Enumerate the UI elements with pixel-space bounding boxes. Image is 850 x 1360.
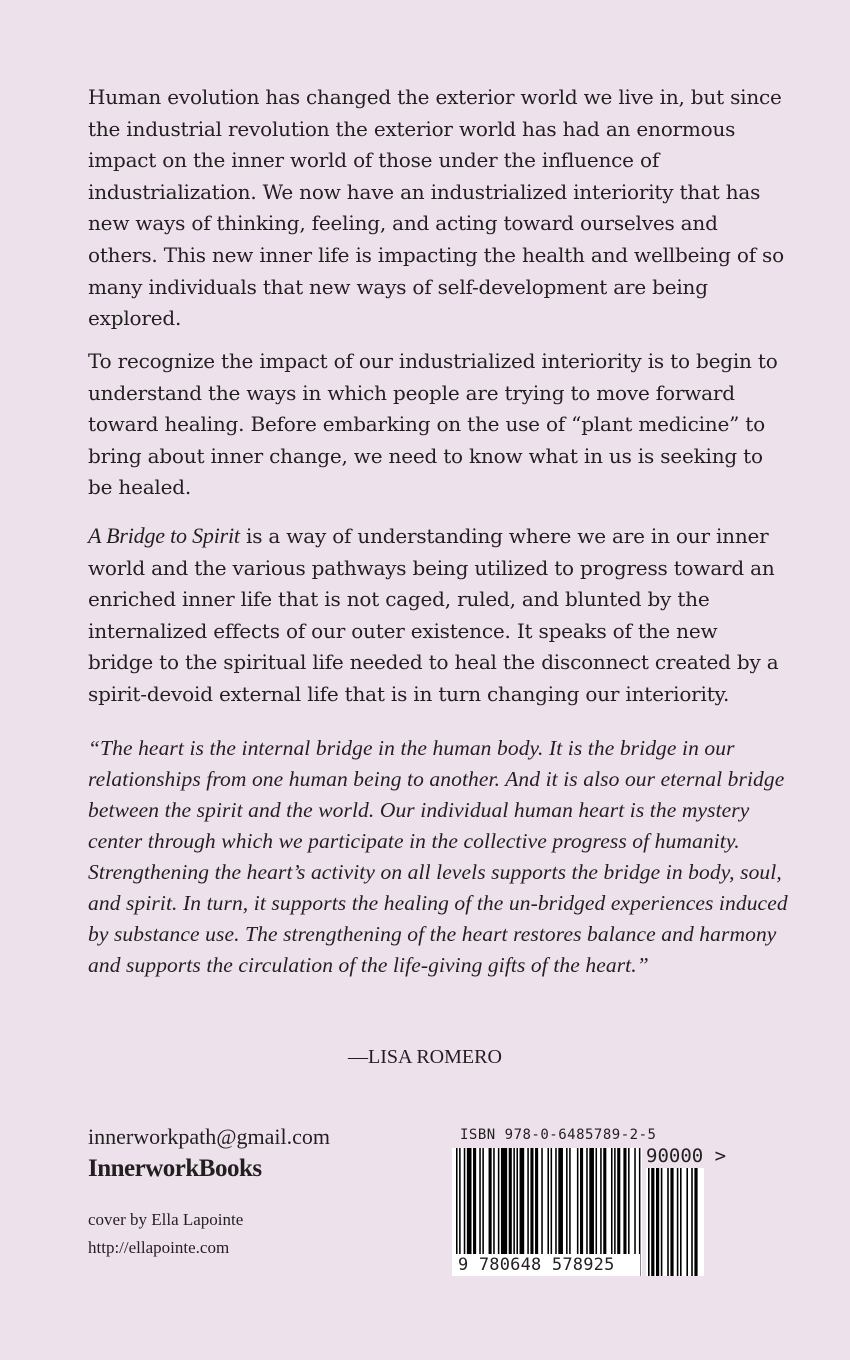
price-code: 90000 > <box>646 1145 727 1167</box>
barcode-bar <box>661 1168 663 1276</box>
quote-attribution: —LISA ROMERO <box>348 1046 502 1068</box>
barcode-bar <box>694 1168 697 1276</box>
book-title: A Bridge to Spirit <box>88 523 240 548</box>
barcode-bar <box>686 1168 688 1276</box>
contact-email: innerworkpath@gmail.com <box>88 1124 331 1149</box>
isbn-label: ISBN 978-0-6485789-2-5 <box>460 1127 657 1143</box>
cover-url: http://ellapointe.com <box>88 1238 230 1257</box>
description-paragraph-2: To recognize the impact of our industrialized interiority is to begin to understand the ways in which people are trying to move forward toward healing. Before embarking on the use of “plant medicine” to bring about inner change, we need to know what in us is seeking to be healed. <box>88 349 778 500</box>
barcode-bar <box>670 1168 673 1276</box>
barcode-digits: 9 780648 578925 <box>456 1254 640 1276</box>
barcode-bar <box>648 1168 650 1276</box>
barcode-bar <box>680 1168 682 1276</box>
barcode-bar <box>677 1168 679 1276</box>
paragraph-3-body: is a way of understanding where we are in our inner world and the various pathways being utilized to progress toward an enriched inner life that is not caged, ruled, and blunted by the internalized effects of our outer existence. It speaks of the new bridge to the spiritual life needed to heal the disconnect created by a spirit-devoid external life that is in turn changing our interiority. <box>88 524 779 706</box>
quote-text: “The heart is the internal bridge in the human body. It is the bridge in our relationships from one human being to another. And it is also our eternal bridge between the spirit and the world. Our individual human heart is the mystery center through which we participate in the collective progress of humanity. Strengthening the heart’s activity on all levels supports the bridge in body, soul, and spirit. In turn, it supports the healing of the un-bridged experiences induced by substance use. The strengthening of the heart restores balance and harmony and supports the circulation of the life-giving gifts of the heart.” <box>88 736 788 977</box>
barcode-bar <box>656 1168 659 1276</box>
description-paragraph-1: Human evolution has changed the exterior world we live in, but since the industrial revolution the exterior world has had an enormous impact on the inner world of those under the influence of industrialization. We now have an industrialized interiority that has new ways of thinking, feeling, and acting toward ourselves and others. This new inner life is impacting the health and wellbeing of so many individuals that new ways of self-development are being explored. <box>88 85 784 331</box>
barcode-bar <box>651 1168 654 1276</box>
description-paragraph-3 <box>88 520 788 711</box>
price-addon-barcode <box>646 1168 704 1276</box>
cover-credit: cover by Ella Lapointe <box>88 1210 244 1229</box>
barcode-bar <box>667 1168 669 1276</box>
barcode-bar <box>691 1168 693 1276</box>
publisher-logo: InnerworkBooks <box>88 1155 262 1182</box>
